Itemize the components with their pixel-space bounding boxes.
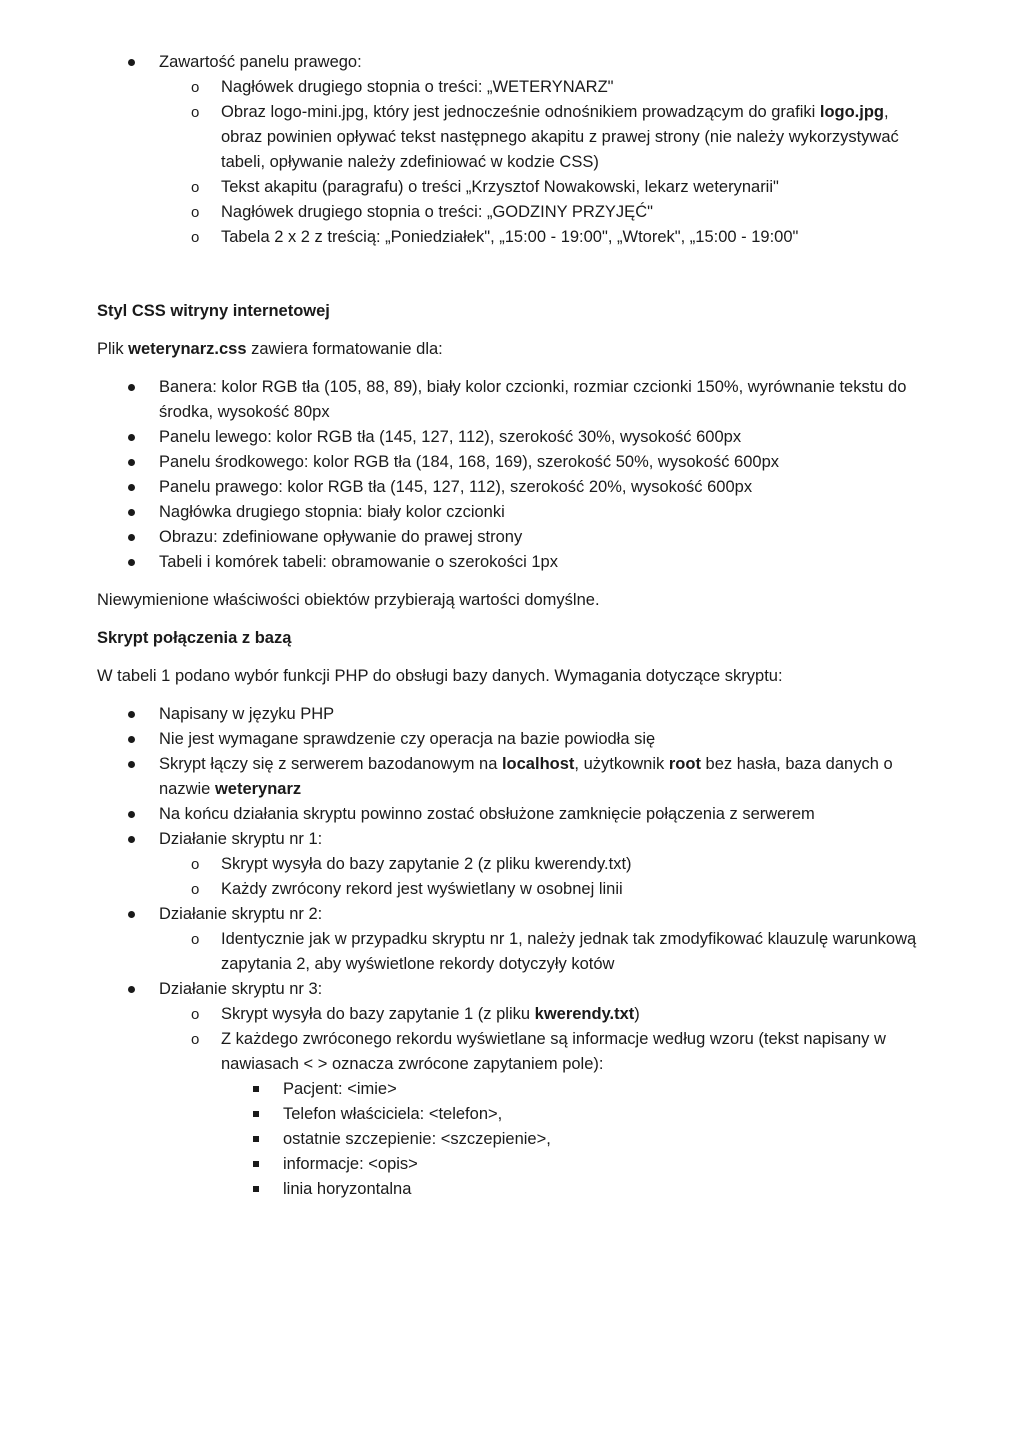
list-item: o Z każdego zwróconego rekordu wyświetlane są informacje według wzoru (tekst napisany w nawiasach < > oznacza zwrócone zapytaniem pole): Pacjent: <imie> Telefon właściciela: <telefon>, ostatnie szczepienie: <szczepienie>, informacje: <opis> linia horyzontalna	[97, 1027, 927, 1202]
list-item: Banera: kolor RGB tła (105, 88, 89), biały kolor czcionki, rozmiar czcionki 150%, wyrównanie tekstu do środka, wysokość 80px	[97, 375, 927, 425]
list-item: Nagłówka drugiego stopnia: biały kolor czcionki	[97, 500, 927, 525]
list-item	[97, 200, 927, 225]
list-item: ostatnie szczepienie: <szczepienie>,	[97, 1127, 927, 1152]
item-text: Nagłówek drugiego stopnia o treści: „GODZINY PRZYJĘĆ"	[221, 203, 653, 221]
list-item: Na końcu działania skryptu powinno zostać obsłużone zamknięcie połączenia z serwerem	[97, 802, 927, 827]
list-item: o Identycznie jak w przypadku skryptu nr 1, należy jednak tak zmodyfikować klauzulę warunkową zapytania 2, aby wyświetlone rekordy dotyczyły kotów	[97, 927, 927, 977]
list-item: Tabeli i komórek tabeli: obramowanie o szerokości 1px	[97, 550, 927, 575]
script1-label: Działanie skryptu nr 1:	[159, 830, 323, 848]
list-item: Nie jest wymagane sprawdzenie czy operacja na bazie powiodła się	[97, 727, 927, 752]
script2-label: Działanie skryptu nr 2:	[159, 905, 323, 923]
script2-sublist	[159, 927, 927, 977]
list-item: Telefon właściciela: <telefon>,	[97, 1102, 927, 1127]
list-item: Obrazu: zdefiniowane opływanie do prawej strony	[97, 525, 927, 550]
document-page	[97, 50, 927, 1202]
right-panel-intro: Zawartość panelu prawego:	[159, 53, 362, 71]
script3-label: Działanie skryptu nr 3:	[159, 980, 323, 998]
list-item: Skrypt łączy się z serwerem bazodanowym na localhost, użytkownik root bez hasła, baza danych o nazwie weterynarz	[97, 752, 927, 802]
list-item	[97, 902, 927, 977]
list-item: linia horyzontalna	[97, 1177, 927, 1202]
item-text: Tekst akapitu (paragrafu) o treści „Krzysztof Nowakowski, lekarz weterynarii"	[221, 178, 779, 196]
right-panel-sublist	[159, 75, 927, 250]
list-item	[97, 50, 927, 250]
list-item: Pacjent: <imie>	[97, 1077, 927, 1102]
item-text: , obraz powinien opływać tekst następnego akapitu z prawej strony (nie należy wykorzystywać tabeli, opływanie należy zdefiniować w kodzie CSS)	[221, 103, 899, 171]
item-text: Nagłówek drugiego stopnia o treści: „WETERYNARZ"	[221, 78, 614, 96]
script3-fields-list	[221, 1077, 927, 1202]
list-item	[97, 827, 927, 902]
list-item	[97, 75, 927, 100]
css-filename: weterynarz.css	[128, 340, 247, 358]
item-bold-text: logo.jpg	[819, 103, 885, 121]
item-text: Tabela 2 x 2 z treścią: „Poniedziałek", „15:00 - 19:00", „Wtorek", „15:00 - 19:00"	[221, 228, 799, 246]
list-item: Panelu prawego: kolor RGB tła (145, 127, 112), szerokość 20%, wysokość 600px	[97, 475, 927, 500]
css-rules-list	[97, 375, 927, 575]
list-item	[97, 977, 927, 1202]
list-item: o Każdy zwrócony rekord jest wyświetlany w osobnej linii	[97, 877, 927, 902]
css-section-heading: Styl CSS witryny internetowej	[97, 302, 330, 320]
script-section-intro: W tabeli 1 podano wybór funkcji PHP do obsługi bazy danych. Wymagania dotyczące skryptu:	[97, 667, 783, 685]
list-item	[97, 175, 927, 200]
script-section-heading: Skrypt połączenia z bazą	[97, 629, 292, 647]
script3-sublist	[159, 1002, 927, 1202]
script-requirements-list	[97, 702, 927, 1202]
list-item: Napisany w języku PHP	[97, 702, 927, 727]
list-item	[97, 100, 927, 175]
list-item: informacje: <opis>	[97, 1152, 927, 1177]
list-item: Panelu lewego: kolor RGB tła (145, 127, 112), szerokość 30%, wysokość 600px	[97, 425, 927, 450]
item-text: Obraz logo-mini.jpg, który jest jednocześnie odnośnikiem prowadzącym do grafiki	[221, 103, 820, 121]
list-item: Panelu środkowego: kolor RGB tła (184, 168, 169), szerokość 50%, wysokość 600px	[97, 450, 927, 475]
css-section-intro: Plik weterynarz.css zawiera formatowanie dla:	[97, 340, 443, 358]
css-section-footer: Niewymienione właściwości obiektów przybierają wartości domyślne.	[97, 591, 600, 609]
list-item	[97, 225, 927, 250]
script1-sublist	[159, 852, 927, 902]
list-item: o Skrypt wysyła do bazy zapytanie 2 (z pliku kwerendy.txt)	[97, 852, 927, 877]
spacer	[97, 250, 927, 299]
list-item: o Skrypt wysyła do bazy zapytanie 1 (z pliku kwerendy.txt)	[97, 1002, 927, 1027]
right-panel-list	[97, 50, 927, 250]
